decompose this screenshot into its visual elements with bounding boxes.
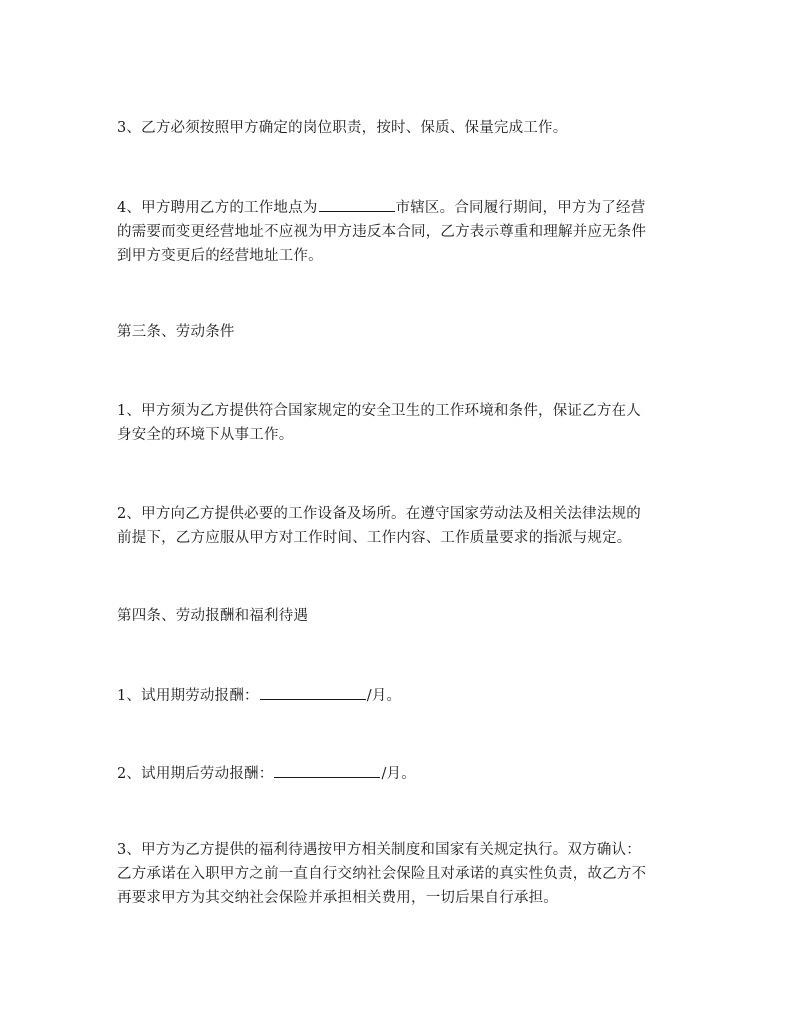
clause-2-4-line-1 (117, 195, 687, 220)
clause-2-3 (117, 116, 687, 140)
clause-3-1-line-1: 1、甲方须为乙方提供符合国家规定的安全卫生的工作环境和条件，保证乙方在人 (117, 403, 641, 419)
clause-3-1 (117, 399, 687, 447)
regular-pay-label: 2、试用期后劳动报酬： (117, 766, 274, 782)
work-location-blank (319, 195, 395, 212)
clause-4-3-line-2: 乙方承诺在入职甲方之前一直自行交纳社会保险且对承诺的真实性负责，故乙方不 (117, 866, 647, 882)
article-3-heading (117, 320, 687, 344)
clause-2-4 (117, 195, 687, 268)
clause-4-3-line-1: 3、甲方为乙方提供的福利待遇按甲方相关制度和国家有关规定执行。双方确认： (117, 842, 641, 858)
clause-4-2 (117, 761, 687, 786)
clause-3-2 (117, 502, 687, 550)
clause-2-4-line-3: 到甲方变更后的经营地址工作。 (117, 248, 323, 264)
article-3-title: 第三条、劳动条件 (117, 324, 235, 340)
probation-pay-blank (260, 683, 366, 700)
clause-2-4-suffix: 市辖区。合同履行期间，甲方为了经营 (395, 200, 646, 216)
article-4-title: 第四条、劳动报酬和福利待遇 (117, 608, 309, 624)
clause-4-3-line-3: 再要求甲方为其交纳社会保险并承担相关费用，一切后果自行承担。 (117, 890, 558, 906)
probation-pay-unit: /月。 (366, 688, 402, 704)
clause-3-2-line-2: 前提下，乙方应服从甲方对工作时间、工作内容、工作质量要求的指派与规定。 (117, 530, 632, 546)
clause-3-2-line-1: 2、甲方向乙方提供必要的工作设备及场所。在遵守国家劳动法及相关法律法规的 (117, 506, 641, 522)
regular-pay-blank (274, 761, 380, 778)
clause-4-3 (117, 838, 687, 910)
clause-4-1-line (117, 683, 687, 708)
clause-4-1 (117, 683, 687, 708)
probation-pay-label: 1、试用期劳动报酬： (117, 688, 259, 704)
regular-pay-unit: /月。 (381, 766, 416, 782)
clause-2-3-text: 3、乙方必须按照甲方确定的岗位职责，按时、保质、保量完成工作。 (117, 120, 568, 136)
clause-3-1-line-2: 身安全的环境下从事工作。 (117, 427, 294, 443)
clause-2-4-line-2: 的需要而变更经营地址不应视为甲方违反本合同，乙方表示尊重和理解并应无条件 (117, 224, 647, 240)
clause-4-2-line (117, 761, 687, 786)
clause-2-4-prefix: 4、甲方聘用乙方的工作地点为 (117, 200, 318, 216)
article-4-heading (117, 604, 687, 628)
